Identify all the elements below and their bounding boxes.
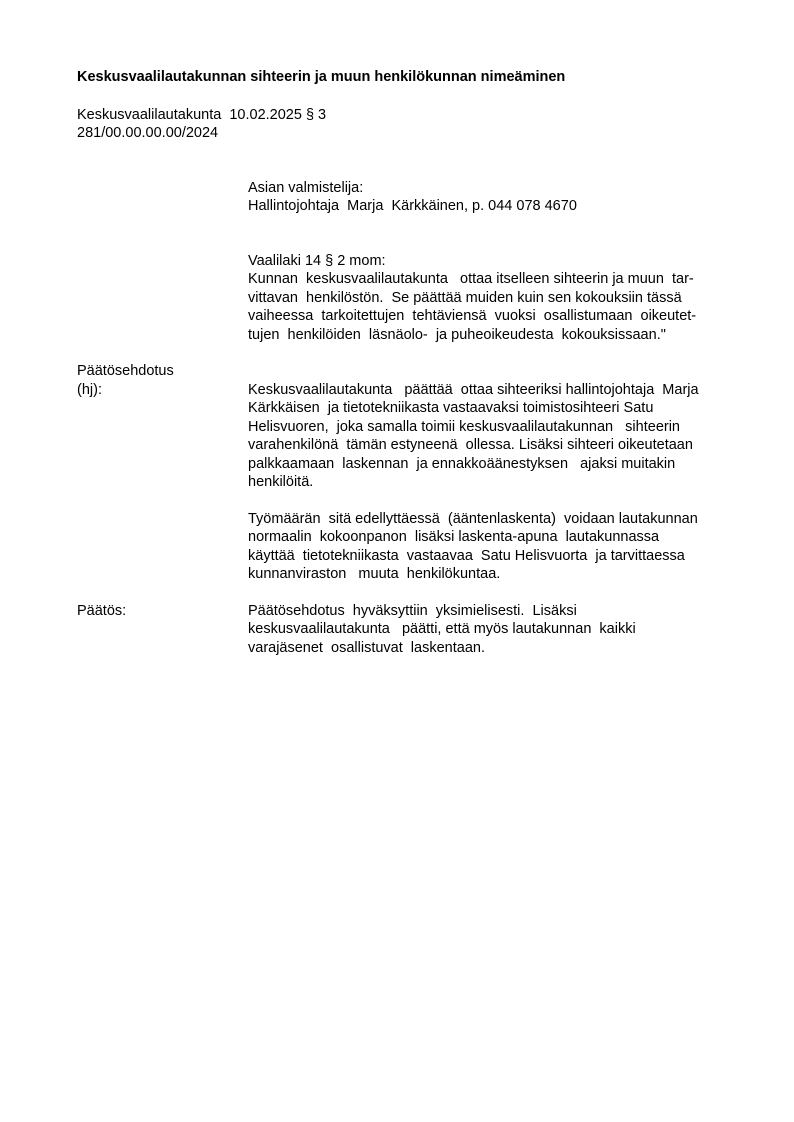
decision-block: [248, 602, 636, 657]
law-block: [248, 252, 696, 344]
proposal-line: palkkaamaan laskennan ja ennakkoäänestyksen ajaksi muitakin: [248, 455, 676, 472]
decision-line: Päätösehdotus hyväksyttiin yksimielisesti. Lisäksi: [248, 603, 577, 619]
decision-label: Päätös:: [77, 603, 127, 619]
board-date-section: Keskusvaalilautakunta 10.02.2025 § 3: [77, 107, 327, 123]
proposal-line: käyttää tietotekniikasta vastaavaa Satu Helisvuorta ja tarvittaessa: [248, 547, 685, 564]
record-number: 281/00.00.00.00/2024: [77, 125, 219, 141]
proposal-line: varahenkilönä tämän estyneenä ollessa. Lisäksi sihteeri oikeutetaan: [248, 437, 693, 454]
law-heading: Vaalilaki 14 § 2 mom:: [248, 253, 386, 269]
proposal-line: Työmäärän sitä edellyttäessä (ääntenlaskenta) voidaan lautakunnan: [248, 511, 698, 527]
law-line: vaiheessa tarkoitettujen tehtäviensä vuoksi osallistumaan oikeutet-: [248, 308, 697, 325]
decision-line: keskusvaalilautakunta päätti, että myös lautakunnan kaikki: [248, 621, 636, 638]
law-line: vittavan henkilöstön. Se päättää muiden kuin sen kokouksiin tässä: [248, 289, 682, 306]
preparer-block: [248, 179, 577, 216]
proposal-line: Kärkkäisen ja tietotekniikasta vastaavaksi toimistosihteeri Satu: [248, 400, 654, 417]
proposal-label: Päätösehdotus: [77, 363, 174, 379]
preparer-label: Asian valmistelija:: [248, 180, 364, 196]
proposal-paragraph-1: [248, 381, 699, 491]
preparer-name: Hallintojohtaja Marja Kärkkäinen, p. 044 078 4670: [248, 198, 577, 215]
law-line: Kunnan keskusvaalilautakunta ottaa itselleen sihteerin ja muun tar-: [248, 271, 694, 288]
document-title: Keskusvaalilautakunnan sihteerin ja muun henkilökunnan nimeäminen: [77, 69, 566, 85]
proposal-line: Helisvuoren, joka samalla toimii keskusvaalilautakunnan sihteerin: [248, 418, 680, 435]
decision-line: varajäsenet osallistuvat laskentaan.: [248, 639, 485, 656]
law-line: tujen henkilöiden läsnäolo- ja puheoikeudesta kokouksissaan.": [248, 326, 666, 343]
proposal-line: henkilöitä.: [248, 474, 314, 491]
proposal-label-author: (hj):: [77, 382, 102, 398]
proposal-line: Keskusvaalilautakunta päättää ottaa sihteeriksi hallintojohtaja Marja: [248, 382, 699, 398]
proposal-paragraph-2: [248, 510, 698, 584]
proposal-line: kunnanviraston muuta henkilökuntaa.: [248, 566, 501, 583]
proposal-line: normaalin kokoonpanon lisäksi laskenta-apuna lautakunnassa: [248, 529, 660, 546]
